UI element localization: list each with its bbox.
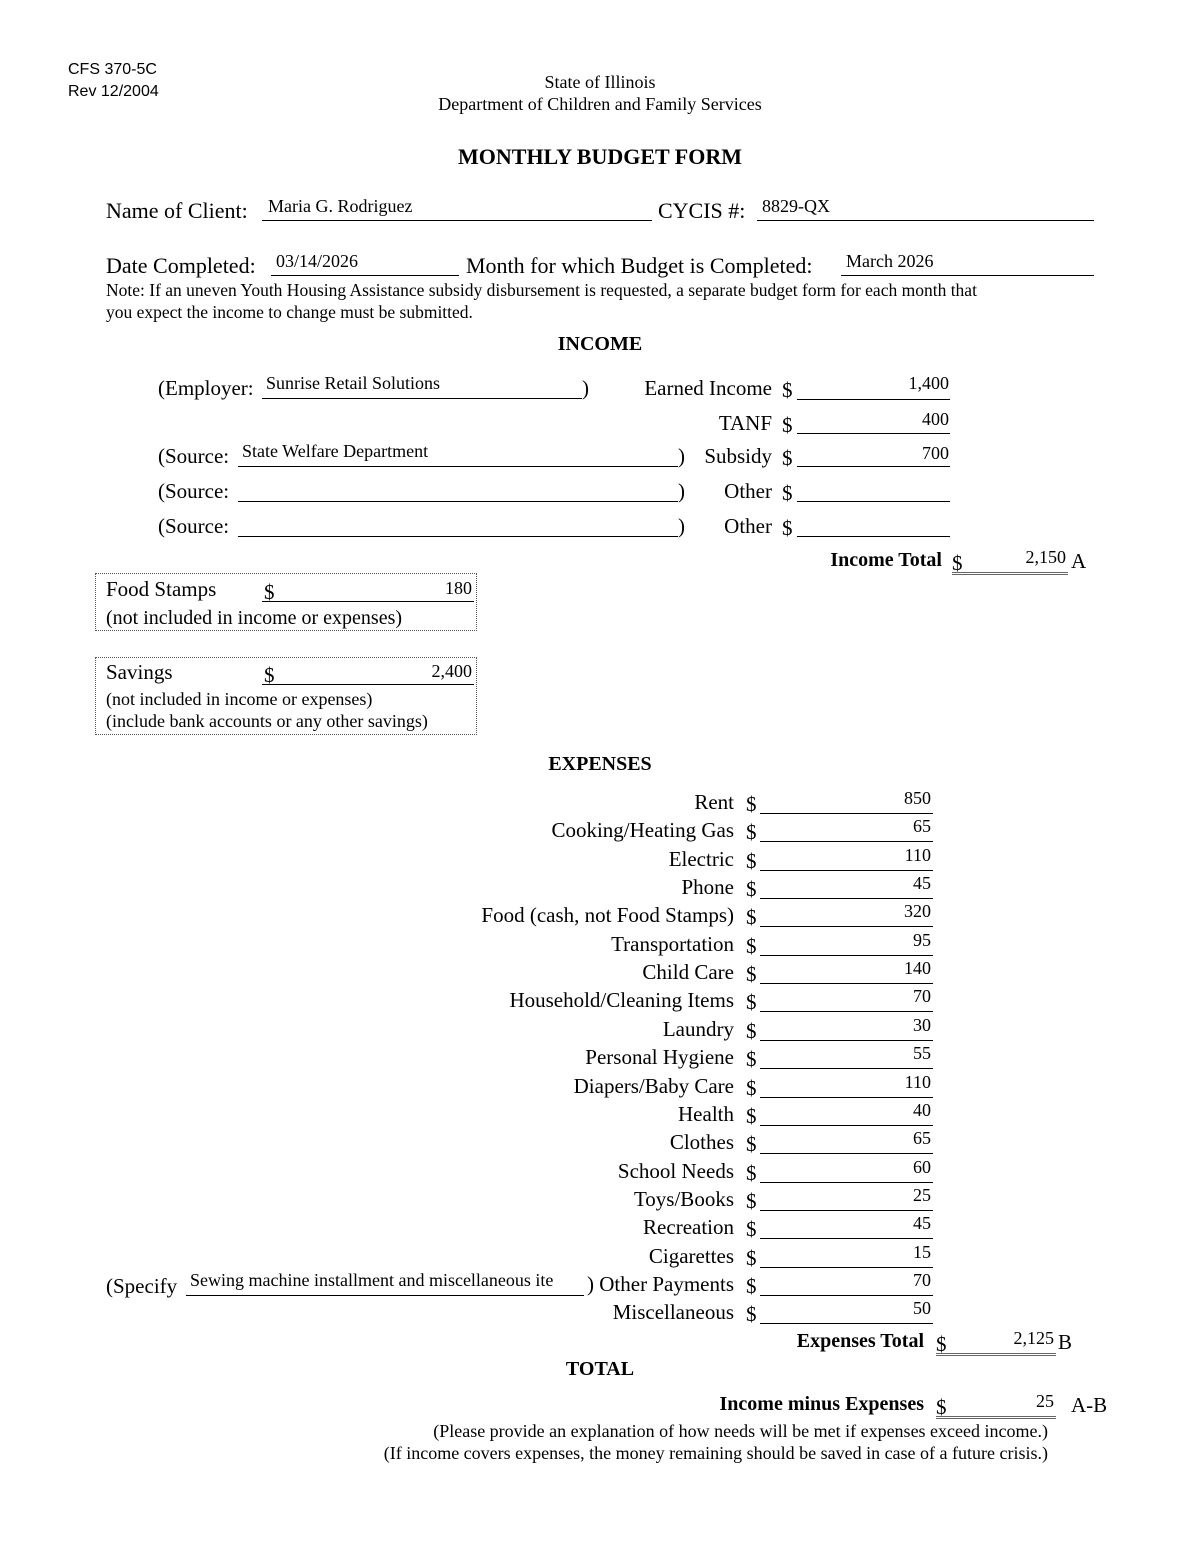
other-income-line-2[interactable] <box>797 536 950 537</box>
expense-5-dollar: $ <box>746 934 757 958</box>
expense-0-label: Rent <box>694 790 734 814</box>
tanf-label: TANF <box>718 411 772 435</box>
subsidy-source-label: (Source: <box>158 444 230 468</box>
other-source-line-1[interactable] <box>238 501 678 502</box>
expenses-total-tag: B <box>1058 1330 1073 1354</box>
employer-close-paren: ) <box>582 376 589 400</box>
expense-1-dollar: $ <box>746 820 757 844</box>
total-note-1: (Please provide an explanation of how needs will be met if expenses exceed income.) <box>433 1421 1048 1441</box>
expense-1-field[interactable]: 65 <box>913 816 931 836</box>
expense-0-field[interactable]: 850 <box>904 788 931 808</box>
income-total-label: Income Total <box>830 549 942 571</box>
expense-15-field[interactable]: 45 <box>913 1213 931 1233</box>
other-source-label-2: (Source: <box>158 514 230 538</box>
savings-label: Savings <box>106 660 173 684</box>
income-total-tag: A <box>1071 549 1087 573</box>
expense-18-label: Miscellaneous <box>612 1300 734 1324</box>
savings-line <box>262 684 474 685</box>
expense-10-dollar: $ <box>746 1076 757 1100</box>
expense-11-field[interactable]: 40 <box>913 1100 931 1120</box>
expense-3-label: Phone <box>681 875 734 899</box>
subsidy-source-close-paren: ) <box>678 444 685 468</box>
expense-8-dollar: $ <box>746 1019 757 1043</box>
expense-7-field[interactable]: 70 <box>913 986 931 1006</box>
expense-8-label: Laundry <box>662 1017 734 1041</box>
food-stamps-dollar: $ <box>264 580 275 604</box>
state-name: State of Illinois <box>544 72 656 92</box>
date-completed-field[interactable]: 03/14/2026 <box>276 251 359 271</box>
expense-13-dollar: $ <box>746 1161 757 1185</box>
other-source-close-paren-1: ) <box>678 479 685 503</box>
other-source-close-paren-2: ) <box>678 514 685 538</box>
expense-6-line <box>760 983 933 984</box>
expense-1-line <box>760 841 933 842</box>
expense-12-dollar: $ <box>746 1132 757 1156</box>
total-heading: TOTAL <box>565 1358 635 1380</box>
total-note-2: (If income covers expenses, the money remaining should be saved in case of a future crisis.) <box>383 1443 1048 1463</box>
earned-income-dollar: $ <box>782 378 793 402</box>
expense-2-label: Electric <box>668 847 734 871</box>
expense-8-line <box>760 1040 933 1041</box>
expense-15-line <box>760 1238 933 1239</box>
expense-3-dollar: $ <box>746 877 757 901</box>
expense-15-dollar: $ <box>746 1217 757 1241</box>
expense-14-dollar: $ <box>746 1189 757 1213</box>
expense-7-label: Household/Cleaning Items <box>509 988 734 1012</box>
food-stamps-note: (not included in income or expenses) <box>106 607 403 629</box>
expense-14-label: Toys/Books <box>633 1187 734 1211</box>
subsidy-line <box>797 466 950 467</box>
other-income-label-1: Other <box>724 479 772 503</box>
expense-2-field[interactable]: 110 <box>904 845 931 865</box>
tanf-field[interactable]: 400 <box>922 409 949 429</box>
expense-2-dollar: $ <box>746 849 757 873</box>
expenses-total-field[interactable]: 2,125 <box>1013 1328 1054 1348</box>
expenses-total-line <box>936 1353 1056 1356</box>
employer-line <box>262 398 582 399</box>
income-minus-expenses-tag: A-B <box>1071 1393 1108 1417</box>
expense-10-line <box>760 1097 933 1098</box>
expense-5-line <box>760 955 933 956</box>
earned-income-label: Earned Income <box>644 376 772 400</box>
expense-11-label: Health <box>678 1102 734 1126</box>
department-name: Department of Children and Family Services <box>438 94 762 114</box>
expense-14-field[interactable]: 25 <box>913 1185 931 1205</box>
subsidy-field[interactable]: 700 <box>922 443 949 463</box>
note-line-2: you expect the income to change must be submitted. <box>106 302 473 322</box>
expense-10-field[interactable]: 110 <box>904 1072 931 1092</box>
other-income-dollar-1: $ <box>782 481 793 505</box>
budget-month-label: Month for which Budget is Completed: <box>466 253 813 278</box>
client-name-label: Name of Client: <box>106 198 248 223</box>
expense-16-line <box>760 1267 933 1268</box>
note-line-1: Note: If an uneven Youth Housing Assistance subsidy disbursement is requested, a separate budget form for each month that <box>106 280 977 300</box>
expense-7-line <box>760 1011 933 1012</box>
cycis-label: CYCIS #: <box>658 198 746 223</box>
form-id: CFS 370-5C <box>68 61 157 78</box>
expense-1-label: Cooking/Heating Gas <box>551 818 734 842</box>
income-minus-expenses-field[interactable]: 25 <box>1036 1391 1054 1411</box>
expense-18-dollar: $ <box>746 1302 757 1326</box>
expense-3-line <box>760 898 933 899</box>
expense-5-label: Transportation <box>611 932 734 956</box>
specify-field[interactable]: Sewing machine installment and miscellaneous ite <box>190 1270 554 1290</box>
expense-6-field[interactable]: 140 <box>904 958 931 978</box>
budget-month-line <box>841 275 1094 276</box>
budget-month-field[interactable]: March 2026 <box>846 251 934 271</box>
expense-6-label: Child Care <box>642 960 734 984</box>
expense-11-dollar: $ <box>746 1104 757 1128</box>
food-stamps-field[interactable]: 180 <box>445 578 472 598</box>
expense-14-line <box>760 1210 933 1211</box>
employer-label: (Employer: <box>158 376 254 400</box>
savings-note-1: (not included in income or expenses) <box>106 689 373 709</box>
tanf-line <box>797 433 950 434</box>
expenses-total-dollar: $ <box>936 1332 947 1356</box>
cycis-line <box>757 220 1094 221</box>
income-total-line <box>952 572 1068 575</box>
food-stamps-line <box>262 601 474 602</box>
specify-line <box>186 1295 584 1296</box>
expense-6-dollar: $ <box>746 962 757 986</box>
expense-13-line <box>760 1182 933 1183</box>
expense-18-line <box>760 1323 933 1324</box>
subsidy-source-field[interactable]: State Welfare Department <box>242 441 429 461</box>
expense-9-dollar: $ <box>746 1047 757 1071</box>
expense-3-field[interactable]: 45 <box>913 873 931 893</box>
income-total-dollar: $ <box>952 551 963 575</box>
subsidy-label: Subsidy <box>704 444 772 468</box>
expense-17-label: ) Other Payments <box>587 1272 734 1296</box>
date-completed-line <box>271 275 459 276</box>
food-stamps-label: Food Stamps <box>106 577 217 601</box>
expense-12-label: Clothes <box>669 1130 734 1154</box>
income-minus-expenses-dollar: $ <box>936 1395 947 1419</box>
expense-12-line <box>760 1153 933 1154</box>
income-minus-expenses-label: Income minus Expenses <box>719 1393 924 1415</box>
income-total-field[interactable]: 2,150 <box>1025 547 1066 567</box>
expenses-total-label: Expenses Total <box>796 1330 924 1352</box>
expense-9-line <box>760 1068 933 1069</box>
income-minus-expenses-line <box>936 1416 1056 1419</box>
subsidy-source-line <box>238 466 678 467</box>
employer-field[interactable]: Sunrise Retail Solutions <box>266 373 441 393</box>
expense-4-line <box>760 926 933 927</box>
savings-field[interactable]: 2,400 <box>431 661 472 681</box>
expense-2-line <box>760 870 933 871</box>
expense-16-label: Cigarettes <box>648 1244 734 1268</box>
expense-13-field[interactable]: 60 <box>913 1157 931 1177</box>
other-income-line-1[interactable] <box>797 501 950 502</box>
savings-dollar: $ <box>264 663 275 687</box>
expense-13-label: School Needs <box>617 1159 734 1183</box>
savings-note-2: (include bank accounts or any other savings) <box>106 711 428 731</box>
form-revision: Rev 12/2004 <box>68 83 159 100</box>
date-completed-label: Date Completed: <box>106 253 256 278</box>
other-source-line-2[interactable] <box>238 536 678 537</box>
expense-9-field[interactable]: 55 <box>913 1043 931 1063</box>
subsidy-dollar: $ <box>782 446 793 470</box>
expense-16-dollar: $ <box>746 1246 757 1270</box>
expense-15-label: Recreation <box>643 1215 734 1239</box>
expense-9-label: Personal Hygiene <box>585 1045 734 1069</box>
client-name-line <box>262 220 652 221</box>
expense-0-line <box>760 813 933 814</box>
expense-7-dollar: $ <box>746 990 757 1014</box>
expense-17-field[interactable]: 70 <box>913 1270 931 1290</box>
form-title: MONTHLY BUDGET FORM <box>458 144 742 169</box>
expense-17-dollar: $ <box>746 1274 757 1298</box>
income-heading: INCOME <box>557 333 643 355</box>
expense-18-field[interactable]: 50 <box>913 1298 931 1318</box>
expense-10-label: Diapers/Baby Care <box>573 1074 734 1098</box>
expense-4-label: Food (cash, not Food Stamps) <box>481 903 734 927</box>
expense-0-dollar: $ <box>746 792 757 816</box>
other-income-dollar-2: $ <box>782 516 793 540</box>
expense-4-dollar: $ <box>746 905 757 929</box>
expense-4-field[interactable]: 320 <box>904 901 931 921</box>
expense-17-line <box>760 1295 933 1296</box>
earned-income-field[interactable]: 1,400 <box>908 373 949 393</box>
cycis-field[interactable]: 8829-QX <box>762 196 830 216</box>
other-source-label-1: (Source: <box>158 479 230 503</box>
expense-8-field[interactable]: 30 <box>913 1015 931 1035</box>
expenses-heading: EXPENSES <box>548 753 652 775</box>
other-income-label-2: Other <box>724 514 772 538</box>
earned-income-line <box>797 399 950 400</box>
expense-5-field[interactable]: 95 <box>913 930 931 950</box>
tanf-dollar: $ <box>782 413 793 437</box>
specify-label: (Specify <box>106 1274 178 1298</box>
expense-12-field[interactable]: 65 <box>913 1128 931 1148</box>
client-name-field[interactable]: Maria G. Rodriguez <box>268 196 413 216</box>
expense-16-field[interactable]: 15 <box>913 1242 931 1262</box>
expense-11-line <box>760 1125 933 1126</box>
